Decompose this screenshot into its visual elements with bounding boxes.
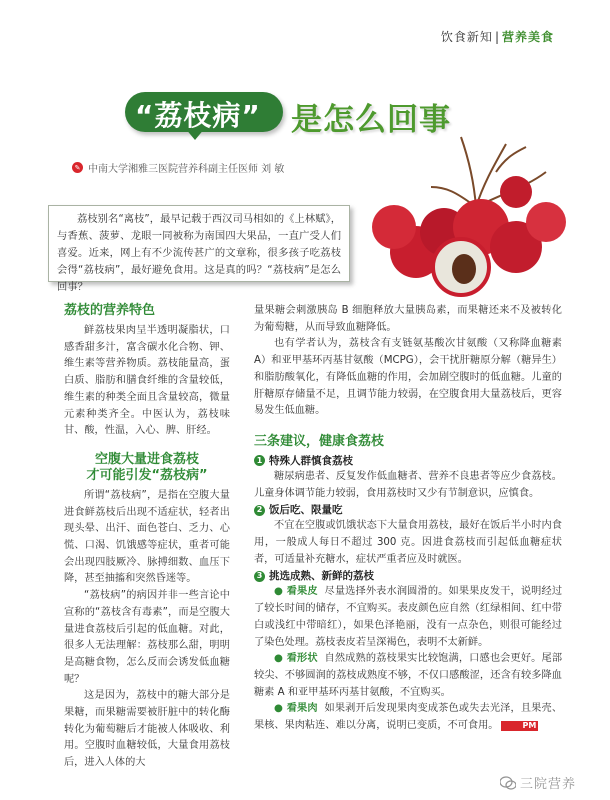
intro-box: 荔枝别名“离枝”，最早记载于西汉司马相如的《上林赋》，与香蕉、菠萝、龙眼一同被称为南国四大果品，一直广受人们喜爱。近来，网上有不少流传甚广的文章称，很多孩子吃荔枝会得“荔枝病”，最好避免食用。这是真的吗？“荔枝病”是怎么回事？ [48,205,350,282]
right-paragraph-2: 也有学者认为，荔枝含有支链氨基酸次甘氨酸（又称降血糖素 A）和亚甲基环丙基甘氨酸（MCPG），会干扰肝糖原分解（糖异生）和脂肪酸氧化，有降低血糖的作用，会加剧空腹时的低血糖。儿童的肝糖原存储量不足，且调节能力较弱，在空腹食用大量荔枝后，更容易发生低血糖。 [254,338,562,417]
subtitle-3 [254,568,562,584]
wechat-icon [500,776,516,790]
title-bubble [125,92,283,132]
look-shape-paragraph [254,651,562,701]
section-title-disease-2: 才可能引发“荔枝病” [86,467,208,483]
look-skin-text: 尽量选择外表水润圆滑的。如果果皮发干，说明经过了较长时间的储存，不宜购买。表皮颜色应自然（红绿相间、红中带白或浅红中带暗红），如果色泽艳丽，没有一点杂色，则很可能经过了染色处理。荔枝表皮若呈深褐色，表明不太新鲜。 [254,586,563,648]
look-flesh-label: ● 看果肉 [274,703,318,715]
title-rest-text: 是怎么回事 [291,102,451,138]
litchi-illustration [356,132,576,302]
subtitle-2-paragraph: 不宜在空腹或饥饿状态下大量食用荔枝，最好在饭后半小时内食用，一般成人每日不超过 300 克。因进食荔枝而引起低血糖症状者，可适量补充糖水，症状严重者应及时就医。 [254,520,562,565]
nutrition-paragraph: 鲜荔枝果肉呈半透明凝脂状，口感香甜多汁，富含碳水化合物、钾、维生素等营养物质。荔枝能量高，蛋白质、脂肪和膳食纤维的含量较低，维生素的种类全面且含量较高，微量元素种类齐全。中医认为，荔枝味甘、酸，性温，入心、脾、肝经。 [64,325,230,437]
right-paragraph-1: 量果糖会刺激胰岛 B 细胞释放大量胰岛素，而果糖还来不及被转化为葡萄糖，从而导致血糖降低。 [254,305,562,333]
section-tag [441,28,554,45]
number-1-icon: 1 [254,455,265,466]
author-line [72,160,284,175]
subtitle-2 [254,502,562,518]
number-2-icon: 2 [254,505,265,516]
disease-paragraph-3: 这是因为，荔枝中的糖大部分是果糖，而果糖需要被肝脏中的转化酶转化为葡萄糖后才能被人体吸收、利用。空腹时血糖较低，大量食用荔枝后，进入人体的大 [64,690,230,769]
look-shape-text: 自然成熟的荔枝果实比较饱满，口感也会更好。尾部较尖、不够圆润的荔枝成熟度不够，不仅口感酸涩，还含有较多降血糖素 A 和亚甲基环丙基甘氨酸，不宜购买。 [254,653,563,698]
section-label: 营养美食 [501,30,554,44]
litchi-2 [372,205,416,249]
look-shape-label: ● 看形状 [274,653,318,665]
number-3-icon: 3 [254,571,265,582]
category-label: 饮食新知 [440,30,493,44]
litchi-7 [500,176,532,208]
end-mark: PM [501,721,539,731]
author-text: 中南大学湘雅三医院营养科副主任医师 刘 敏 [88,164,285,175]
look-flesh-paragraph [254,701,562,734]
section-title-disease-1: 空腹大量进食荔枝 [94,451,199,467]
litchi-seed [452,254,476,284]
look-skin-label: ● 看果皮 [274,586,318,598]
litchi-6 [526,202,566,242]
subtitle-1-paragraph: 糖尿病患者、反复发作低血糖者、营养不良患者等应少食荔枝。儿童身体调节能力较弱，食用荔枝时又少有节制意识，应慎食。 [254,470,562,499]
subtitle-3-text: 挑选成熟、新鲜的荔枝 [269,570,374,583]
section-title-nutrition: 荔枝的营养特色 [64,303,156,318]
look-skin-paragraph [254,584,562,651]
disease-paragraph-1: 所谓“荔枝病”，是指在空腹大量进食鲜荔枝后出现不适症状，轻者出现头晕、出汗、面色苍白、乏力、心慌、口渴、饥饿感等症状，重者可能会出现四肢厥冷、脉搏细数、血压下降，甚至抽搐和突然昏迷等。 [64,489,230,585]
subtitle-1 [254,453,562,469]
subtitle-1-text: 特殊人群慎食荔枝 [269,454,353,467]
look-flesh-text: 如果剥开后发现果肉变成茶色或失去光泽，且果壳、果核、果肉粘连、难以分离，说明已变质，不可食用。 [254,703,563,732]
watermark-text: 三院营养 [519,777,576,792]
author-badge-icon: ✎ [72,162,83,173]
section-title-advice: 三条建议，健康食荔枝 [254,433,385,449]
disease-paragraph-2: “荔枝病”的病因并非一些言论中宣称的“荔枝含有毒素”，而是空腹大量进食荔枝后引起的低血糖。对此，很多人无法理解：荔枝那么甜，明明是高糖食物，怎么反而会诱发低血糖呢？ [64,590,230,685]
left-column [64,303,230,772]
title-bubble-text: “荔枝病” [135,99,261,132]
watermark [500,773,576,792]
right-column [254,303,562,735]
subtitle-2-text: 饭后吃、限量吃 [269,504,343,517]
header-separator: | [494,30,500,44]
